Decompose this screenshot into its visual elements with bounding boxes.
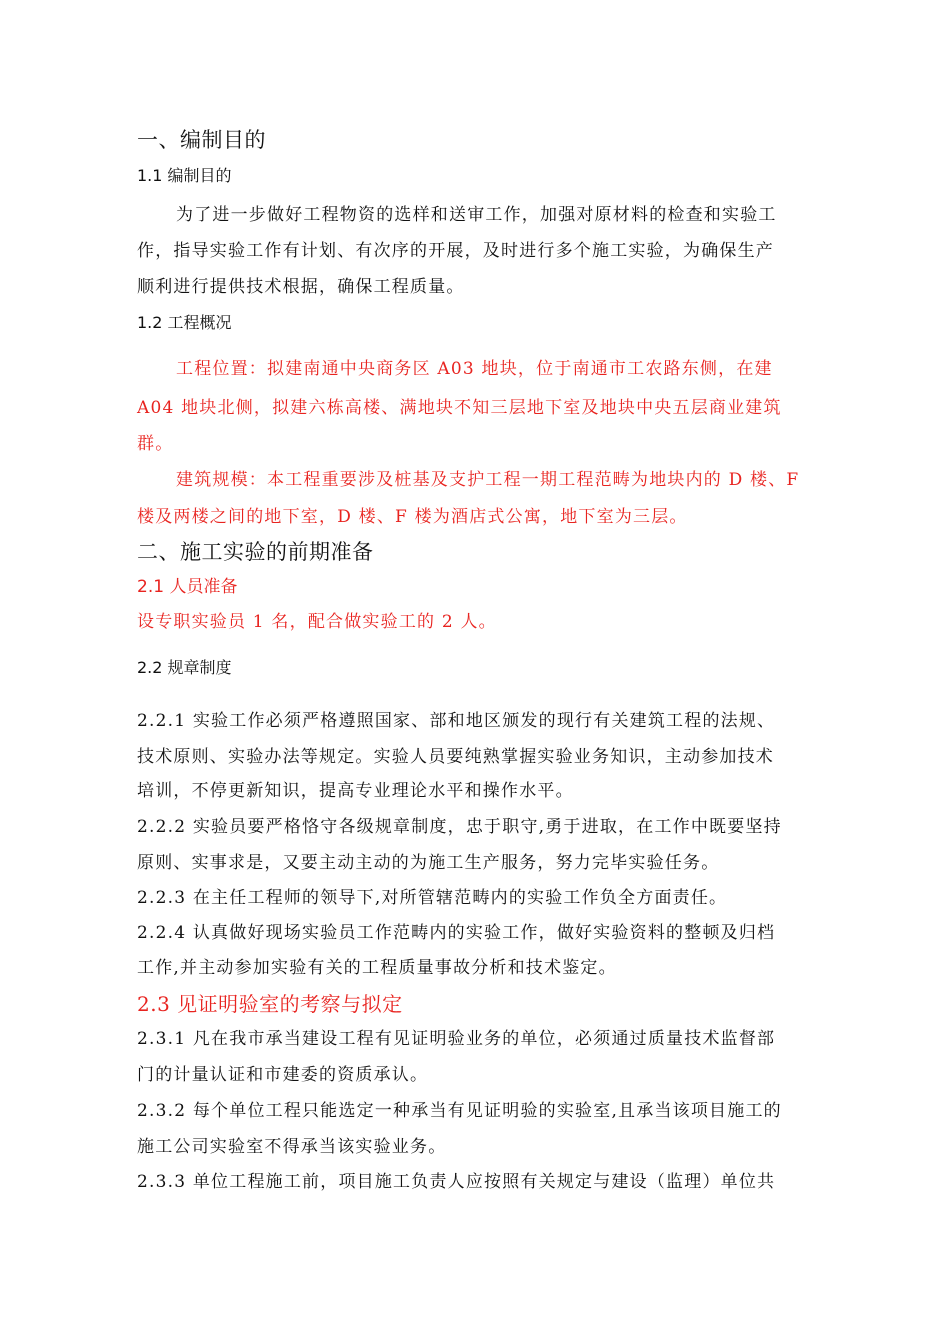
subheading-1-1: 1.1 编制目的 bbox=[137, 166, 232, 185]
paragraph-line: 2.3.3 单位工程施工前，项目施工负责人应按照有关规定与建设（监理）单位共 bbox=[137, 1172, 776, 1192]
paragraph-line: 2.3.2 每个单位工程只能选定一种承当有见证明验的实验室,且承当该项目施工的 bbox=[137, 1101, 782, 1121]
paragraph-line: 楼及两楼之间的地下室，D 楼、F 楼为酒店式公寓，地下室为三层。 bbox=[137, 507, 688, 527]
paragraph-line: 施工公司实验室不得承当该实验业务。 bbox=[137, 1137, 447, 1157]
paragraph-line: 工程位置：拟建南通中央商务区 A03 地块，位于南通市工农路东侧，在建 bbox=[176, 359, 773, 379]
paragraph-line: 作，指导实验工作有计划、有次序的开展，及时进行多个施工实验，为确保生产 bbox=[137, 241, 774, 261]
subheading-2-1: 2.1 人员准备 bbox=[137, 577, 238, 597]
paragraph-line: 建筑规模：本工程重要涉及桩基及支护工程一期工程范畴为地块内的 D 楼、F bbox=[176, 470, 800, 490]
paragraph-line: 设专职实验员 1 名，配合做实验工的 2 人。 bbox=[137, 612, 497, 632]
paragraph-line: 2.2.4 认真做好现场实验员工作范畴内的实验工作，做好实验资料的整顿及归档 bbox=[137, 923, 776, 943]
paragraph-line: 2.2.1 实验工作必须严格遵照国家、部和地区颁发的现行有关建筑工程的法规、 bbox=[137, 711, 776, 731]
paragraph-line: 2.2.2 实验员要严格恪守各级规章制度，忠于职守,勇于进取，在工作中既要坚持 bbox=[137, 817, 782, 837]
subheading-1-2: 1.2 工程概况 bbox=[137, 313, 232, 332]
paragraph-line: 门的计量认证和市建委的资质承认。 bbox=[137, 1065, 429, 1085]
paragraph-line: 群。 bbox=[137, 434, 174, 454]
paragraph-line: 原则、实事求是，又要主动主动的为施工生产服务，努力完毕实验任务。 bbox=[137, 853, 720, 873]
paragraph-line: 培训，不停更新知识，提高专业理论水平和操作水平。 bbox=[137, 781, 574, 801]
paragraph-line: 2.2.3 在主任工程师的领导下,对所管辖范畴内的实验工作负全方面责任。 bbox=[137, 888, 728, 908]
subheading-2-3: 2.3 见证明验室的考察与拟定 bbox=[137, 992, 403, 1016]
paragraph-line: 顺利进行提供技术根据，确保工程质量。 bbox=[137, 277, 465, 297]
paragraph-line: 技术原则、实验办法等规定。实验人员要纯熟掌握实验业务知识，主动参加技术 bbox=[137, 747, 774, 767]
section-heading-1: 一、编制目的 bbox=[137, 128, 266, 152]
section-heading-2: 二、施工实验的前期准备 bbox=[137, 540, 374, 564]
paragraph-line: 为了进一步做好工程物资的选样和送审工作，加强对原材料的检查和实验工 bbox=[176, 205, 777, 225]
subheading-2-2: 2.2 规章制度 bbox=[137, 658, 232, 677]
paragraph-line: A04 地块北侧，拟建六栋高楼、满地块不知三层地下室及地块中央五层商业建筑 bbox=[137, 398, 782, 418]
paragraph-line: 工作,并主动参加实验有关的工程质量事故分析和技术鉴定。 bbox=[137, 958, 617, 978]
paragraph-line: 2.3.1 凡在我市承当建设工程有见证明验业务的单位，必须通过质量技术监督部 bbox=[137, 1029, 776, 1049]
